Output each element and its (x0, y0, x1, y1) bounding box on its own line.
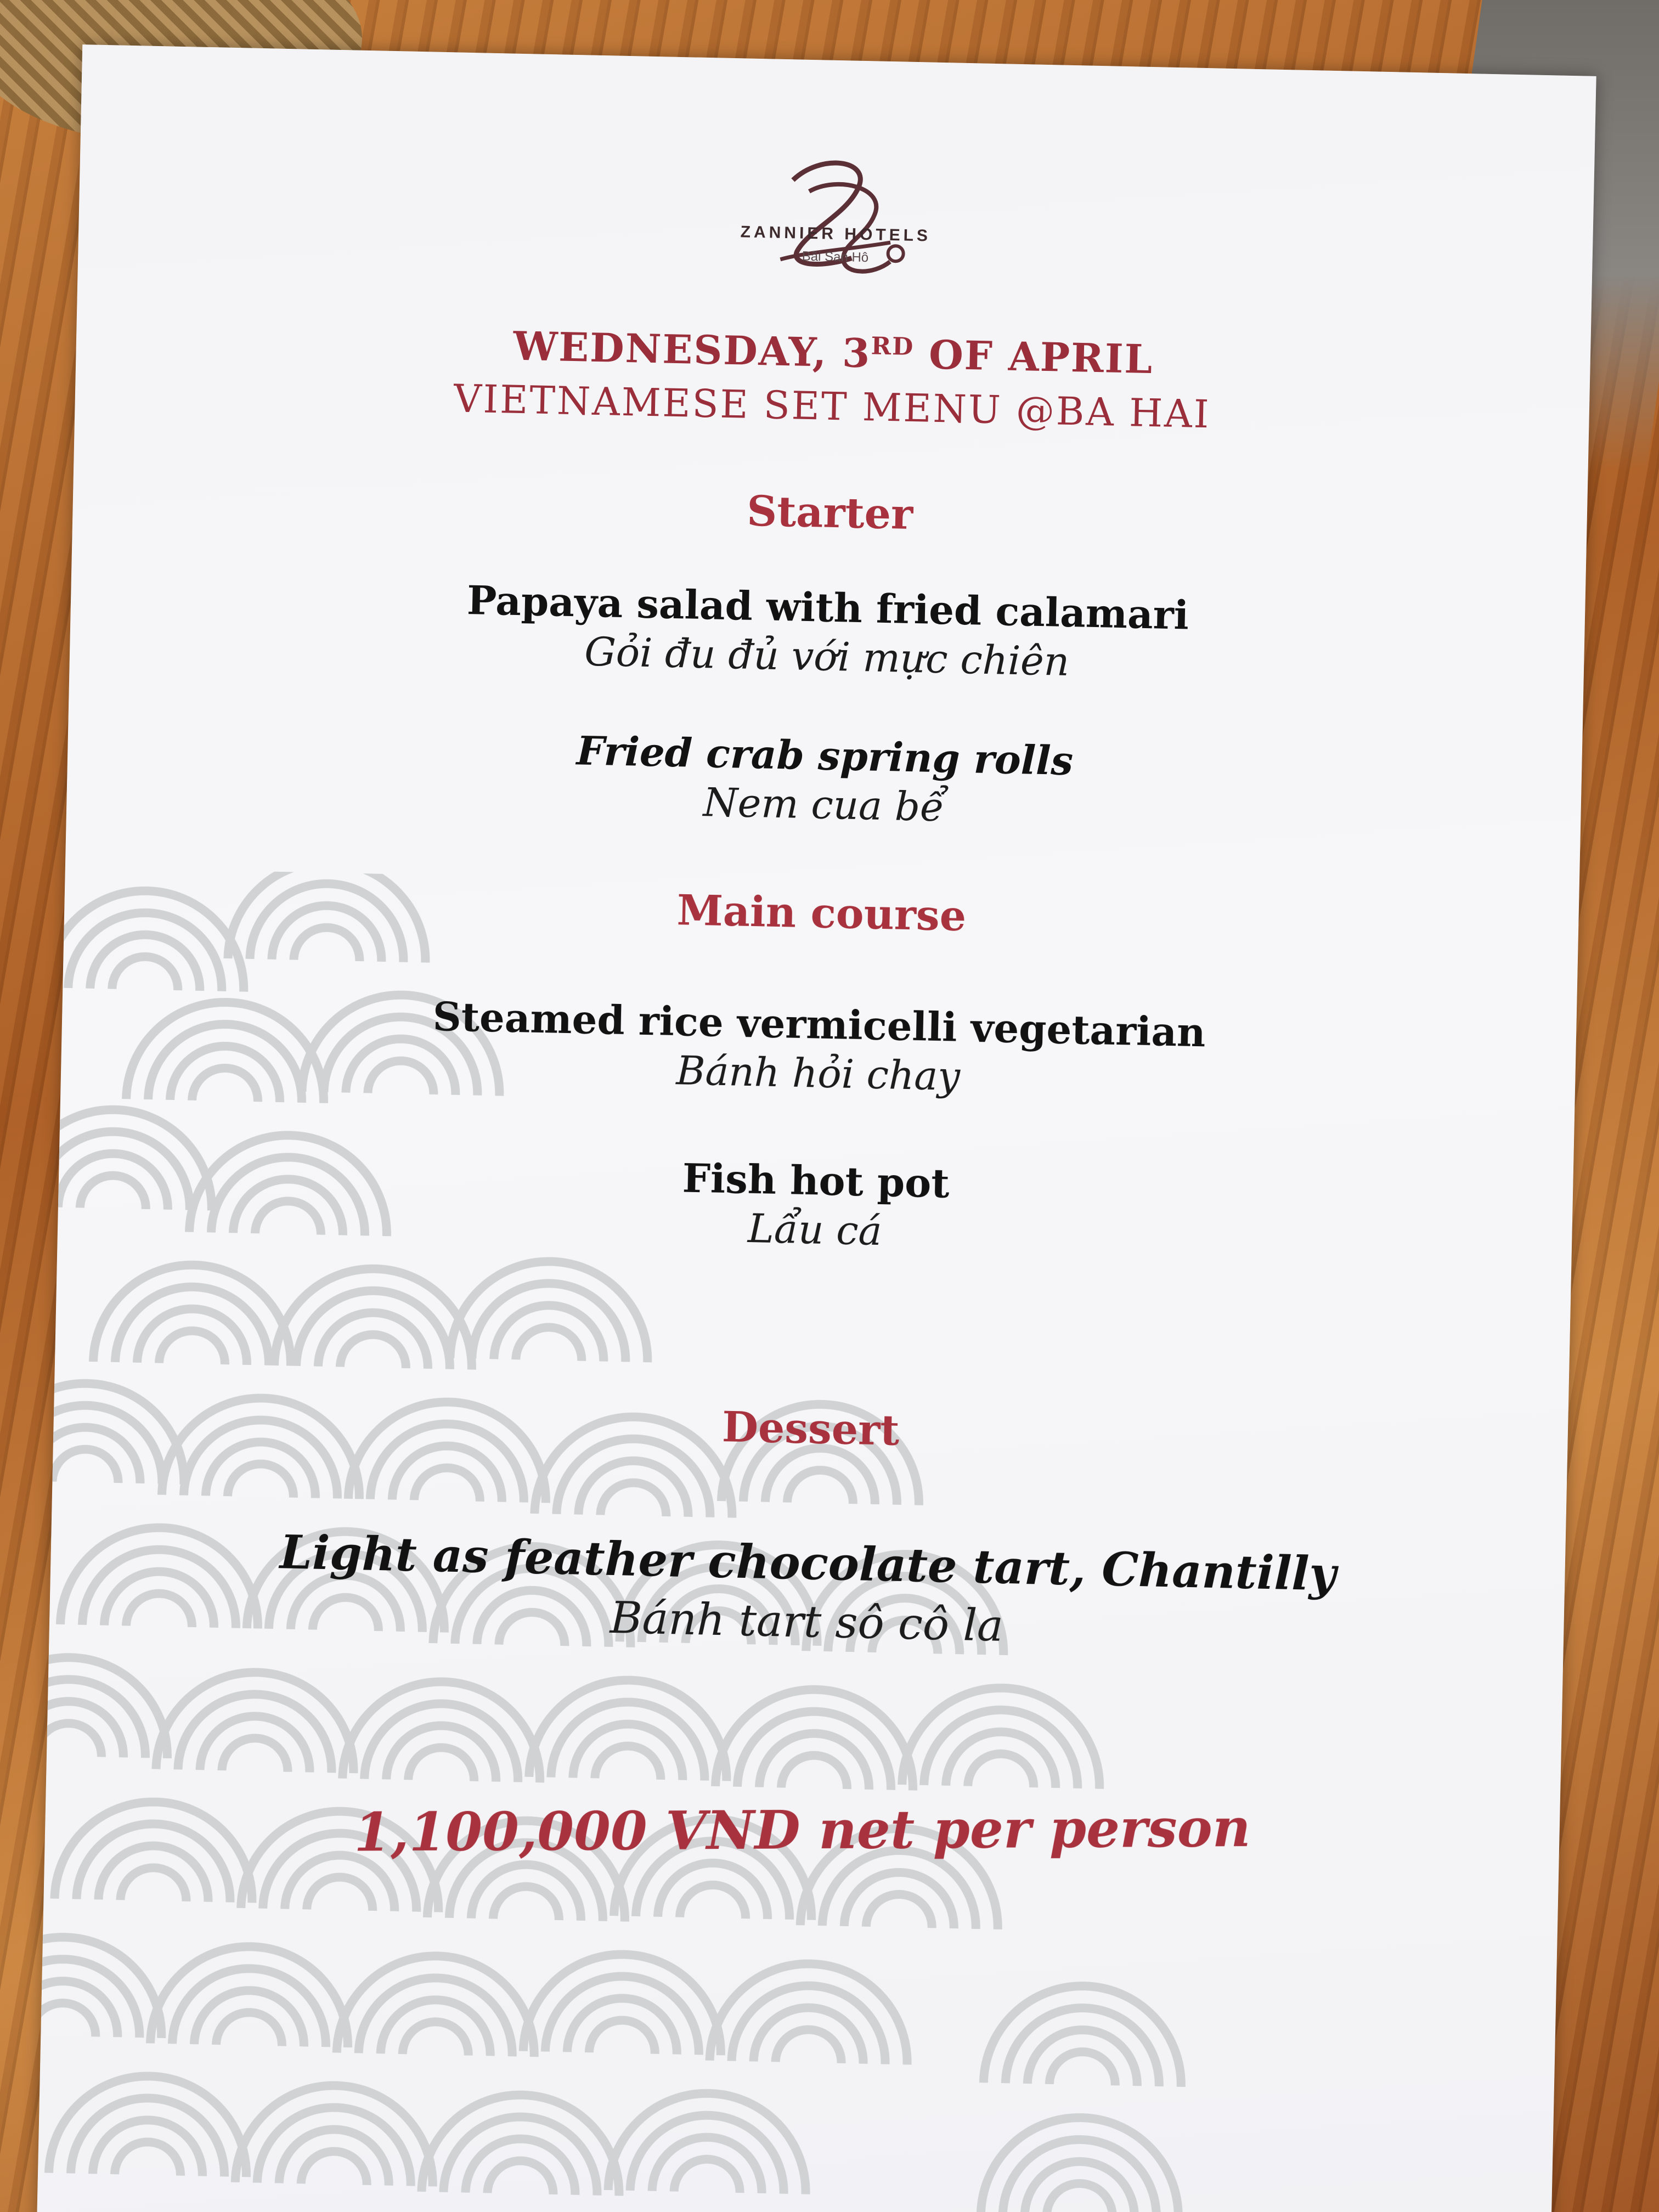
dish-vietnamese-name: Lẩu cá (747, 1205, 883, 1255)
dish-vietnamese-name: Gỏi đu đủ với mực chiên (584, 628, 1070, 685)
date-ordinal: RD (871, 332, 915, 361)
dish-vietnamese-name: Bánh hỏi chay (675, 1047, 961, 1100)
section-title-main-course: Main course (676, 885, 967, 941)
brand-location: Bãi San Hô (802, 249, 869, 266)
menu-price: 1,100,000 VND net per person (354, 1797, 1251, 1864)
dish-name: Fried crab spring rolls (576, 727, 1074, 785)
menu-subtitle: VIETNAMESE SET MENU @BA HAI (453, 376, 1211, 437)
section-title-dessert: Dessert (721, 1402, 900, 1455)
date-prefix: WEDNESDAY, 3 (512, 322, 872, 377)
dish-vietnamese-name: Bánh tart sô cô la (610, 1592, 1004, 1651)
dish-name: Steamed rice vermicelli vegetarian (432, 992, 1206, 1056)
dish-name: Light as feather chocolate tart, Chantilly (279, 1525, 1337, 1601)
date-suffix: OF APRIL (913, 330, 1154, 383)
section-title-starter: Starter (746, 486, 914, 539)
dish-vietnamese-name: Nem cua bể (702, 779, 945, 831)
menu-sheet (37, 44, 1596, 2212)
brand-name: ZANNIER HOTELS (740, 223, 932, 245)
dish-name: Papaya salad with fried calamari (466, 577, 1189, 639)
dish-name: Fish hot pot (682, 1154, 950, 1207)
